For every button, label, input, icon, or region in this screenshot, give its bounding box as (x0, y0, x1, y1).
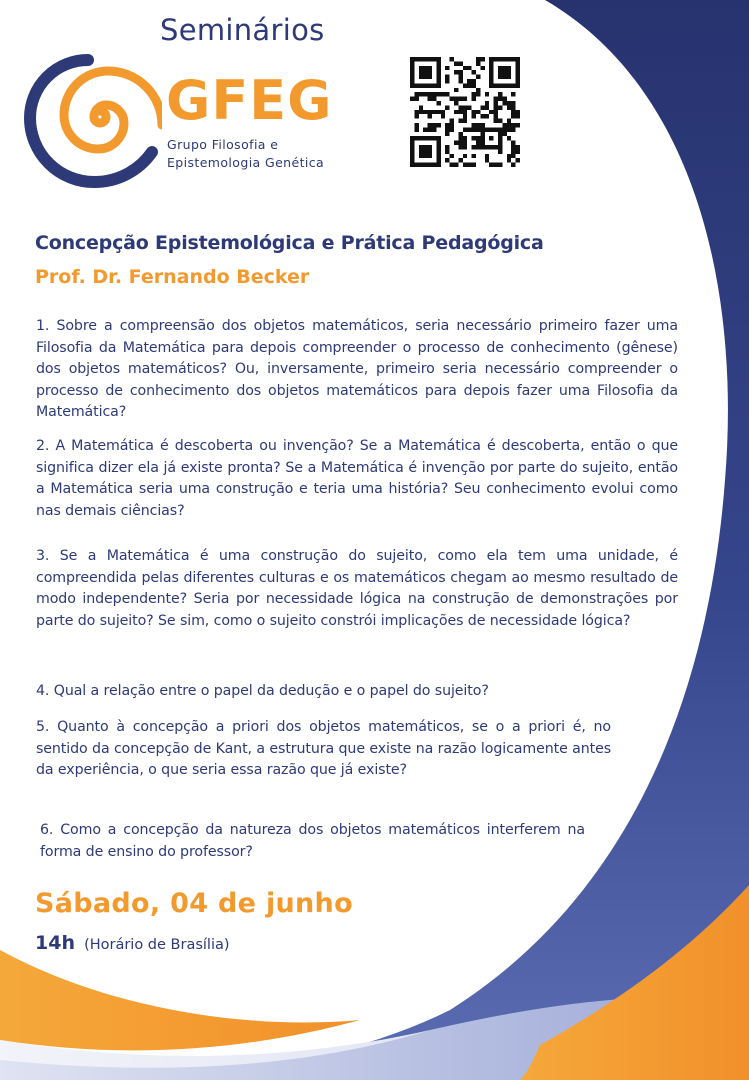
qr-code-icon[interactable] (410, 57, 520, 167)
logo-subtitle (167, 136, 324, 172)
question-3: 3. Se a Matemática é uma construção do sujeito, como ela tem uma unidade, é compreendida pelas diferentes culturas e os matemáticos chegam ao mesmo resultado de modo independente? Seria por necessidade lógica na construção de demonstrações por parte do sujeito? Se sim, como o sujeito constrói implicações de necessidade lógica? (36, 548, 678, 629)
spiral-logo-icon (22, 42, 162, 192)
event-title: Concepção Epistemológica e Prática Pedagógica (35, 232, 544, 254)
logo-subtitle-line1: Grupo Filosofia e (167, 137, 279, 152)
speaker-name: Prof. Dr. Fernando Becker (35, 266, 310, 288)
question-6: 6. Como a concepção da natureza dos objetos matemáticos interferem na forma de ensino do professor? (40, 822, 585, 860)
event-timezone: (Horário de Brasília) (84, 937, 230, 953)
seminarios-heading: Seminários (160, 13, 325, 47)
question-4: 4. Qual a relação entre o papel da dedução e o papel do sujeito? (36, 683, 489, 699)
question-2: 2. A Matemática é descoberta ou invenção? Se a Matemática é descoberta, então o que significa dizer ela já existe pronta? Se a Matemática é invenção por parte do sujeito, então a Matemática seria uma construção e teria uma história? Seu conhecimento evolui como nas demais ciências? (36, 438, 678, 519)
logo-wordmark: GFEG (166, 69, 333, 132)
event-hour: 14h (35, 932, 75, 954)
question-1: 1. Sobre a compreensão dos objetos matemáticos, seria necessário primeiro fazer uma Filosofia da Matemática para depois compreender o processo de conhecimento (gênese) dos objetos matemáticos? Ou, inversamente, primeiro seria necessário compreender o processo de conhecimento dos objetos matemáticos para depois fazer uma Filosofia da Matemática? (36, 318, 678, 420)
orange-swoosh-left (0, 950, 360, 1050)
logo-subtitle-line2: Epistemologia Genética (167, 155, 325, 170)
question-5: 5. Quanto à concepção a priori dos objetos matemáticos, se o a priori é, no sentido da concepção de Kant, a estrutura que existe na razão logicamente antes da experiência, o que seria essa razão que já existe? (36, 719, 611, 778)
event-date: Sábado, 04 de junho (35, 888, 353, 919)
event-time (35, 932, 230, 954)
